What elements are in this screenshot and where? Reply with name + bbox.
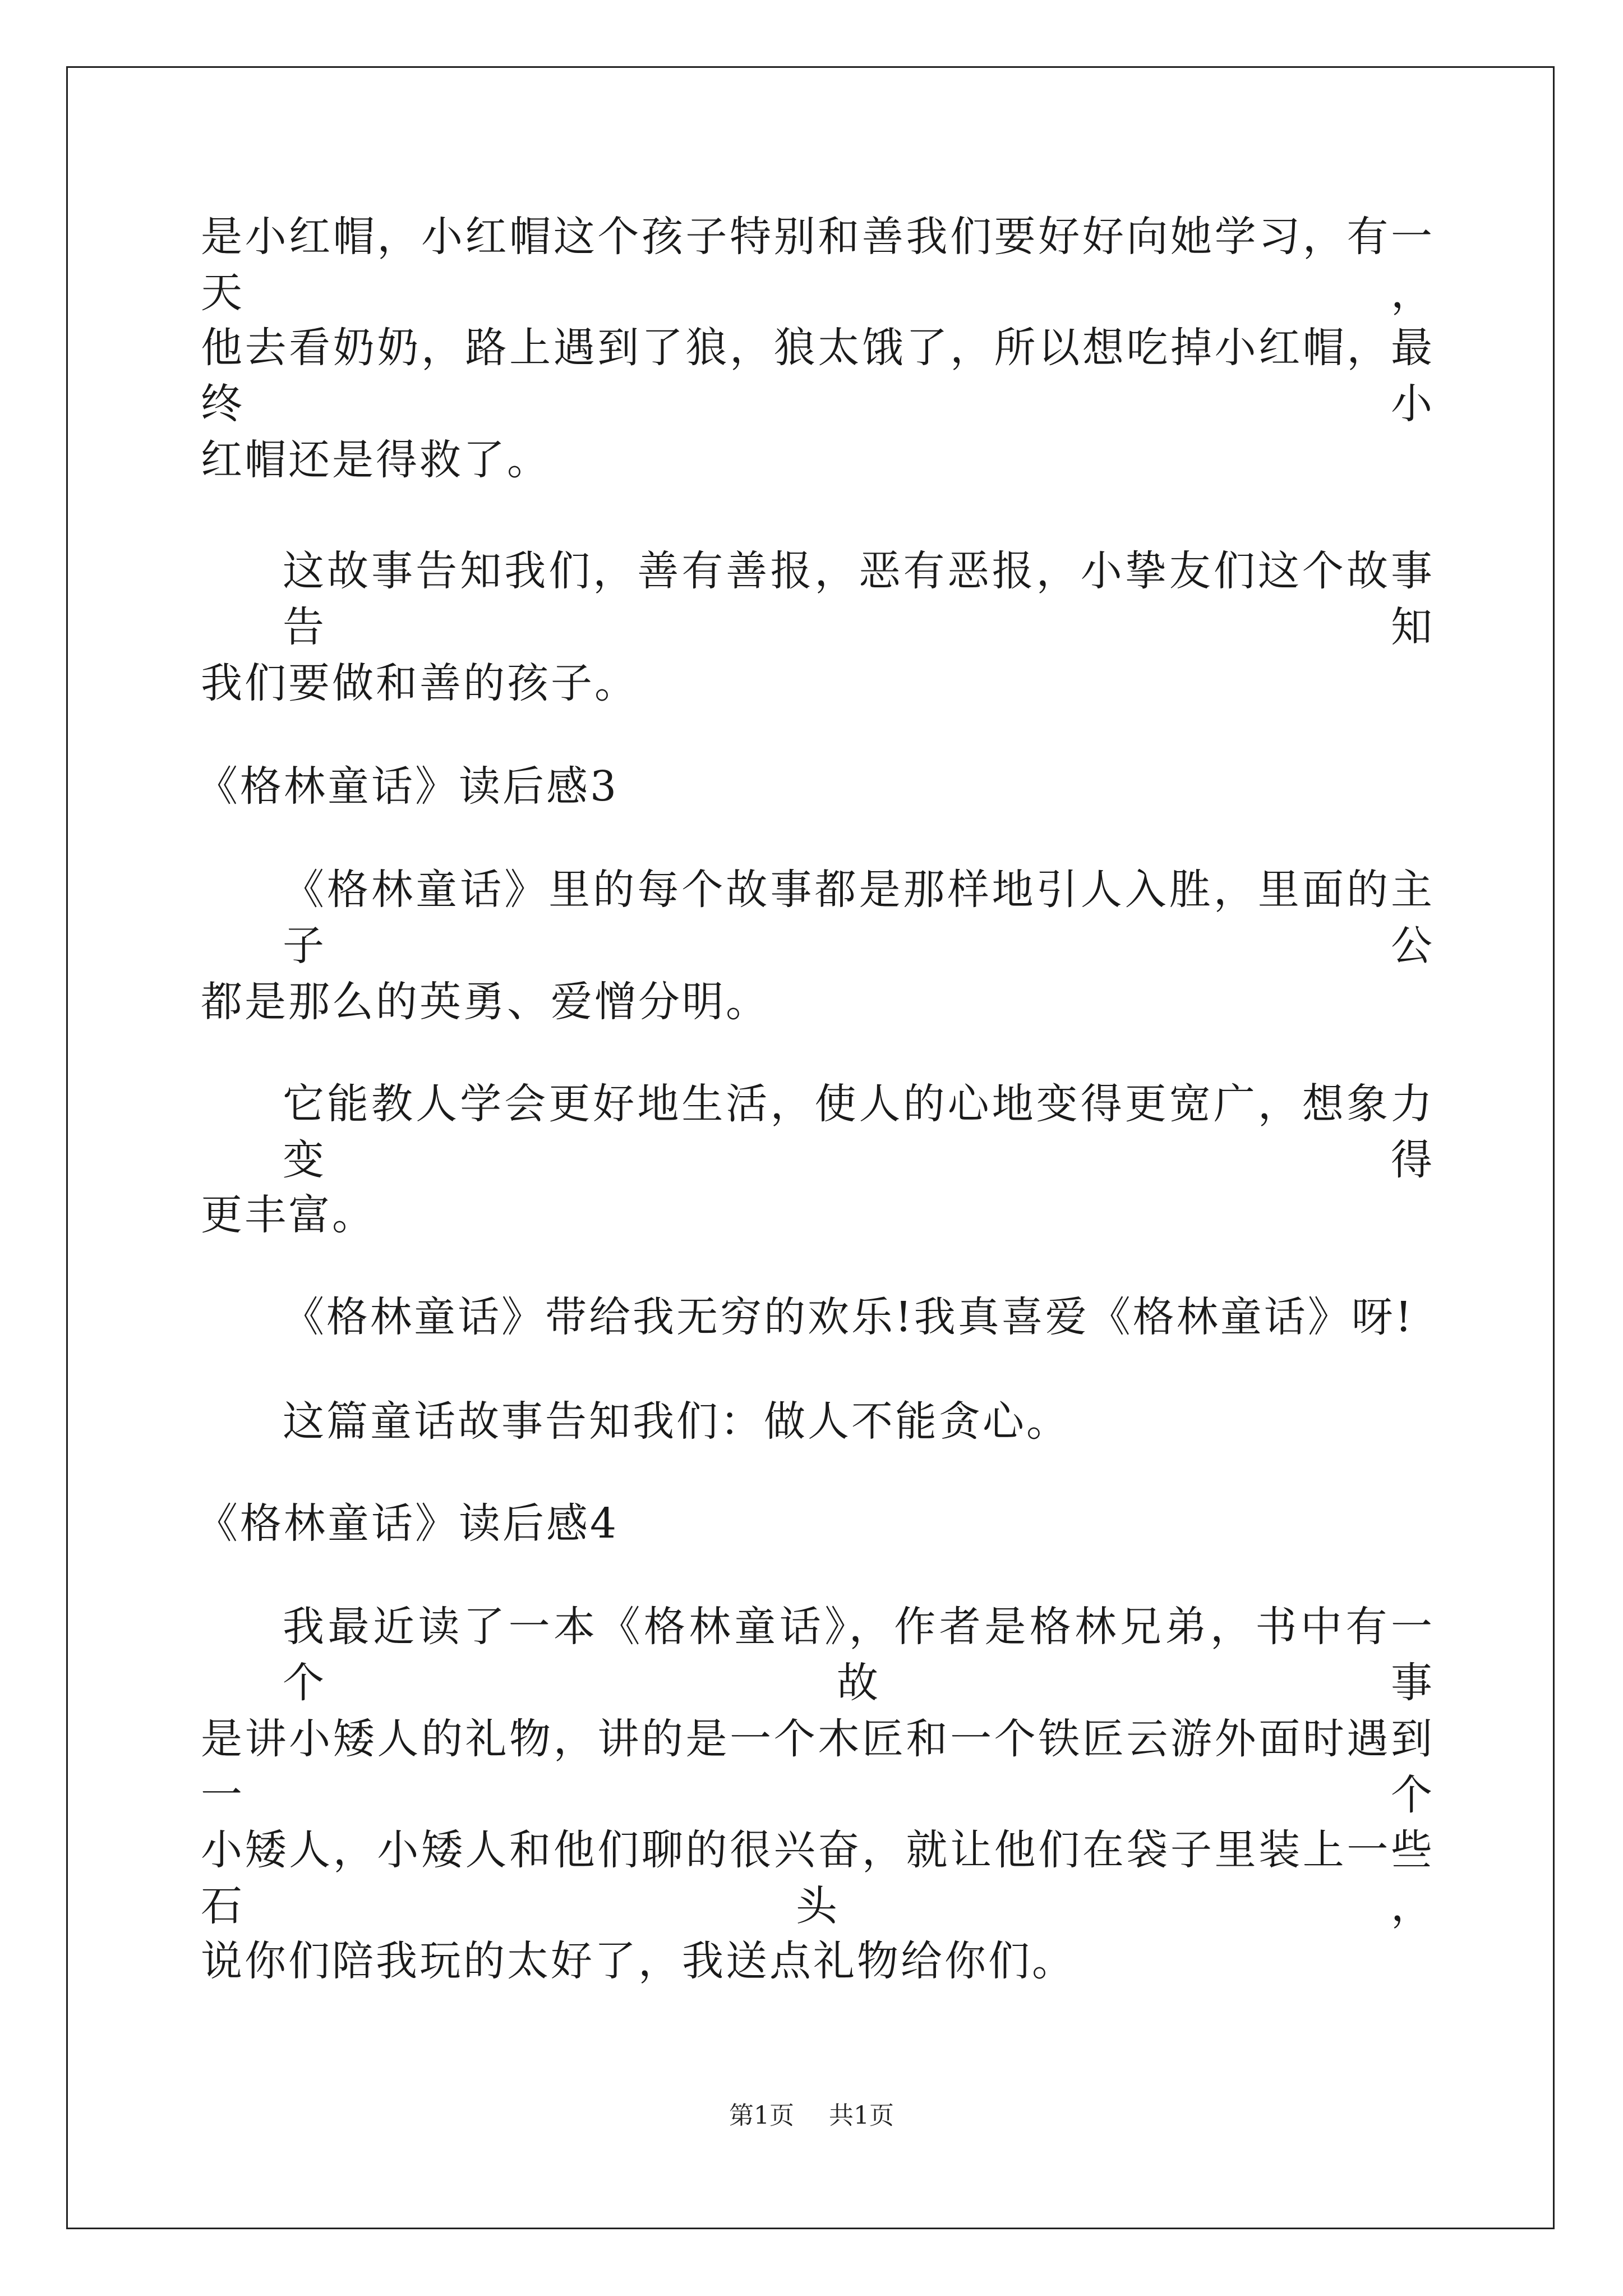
page-footer	[0, 2099, 1623, 2133]
paragraph-line: 这故事告知我们，善有善报，恶有恶报，小挚友们这个故事告知	[283, 547, 1435, 651]
paragraph-line: 是讲小矮人的礼物，讲的是一个木匠和一个铁匠云游外面时遇到一个	[201, 1715, 1435, 1819]
paragraph-line: 都是那么的英勇、爱憎分明。	[201, 978, 769, 1026]
paragraph-line: 小矮人，小矮人和他们聊的很兴奋，就让他们在袋子里装上一些石头，	[201, 1826, 1435, 1930]
paragraph-line: 《格林童话》里的每个故事都是那样地引人入胜，里面的主子公	[283, 866, 1435, 970]
paragraph-line: 是小红帽，小红帽这个孩子特别和善我们要好好向她学习，有一天，	[201, 213, 1435, 317]
paragraph-line: 这篇童话故事告知我们：做人不能贪心。	[283, 1397, 1070, 1446]
page-total: 共1页	[829, 2101, 894, 2130]
paragraph-line: 我最近读了一本《格林童话》，作者是格林兄弟，书中有一个故事	[283, 1603, 1435, 1707]
paragraph-line: 它能教人学会更好地生活，使人的心地变得更宽广，想象力变得	[283, 1080, 1435, 1184]
section-heading: 《格林童话》读后感3	[196, 762, 619, 811]
page-number: 第1页	[729, 2101, 794, 2130]
paragraph-line: 说你们陪我玩的太好了，我送点礼物给你们。	[201, 1937, 1076, 1985]
section-heading: 《格林童话》读后感4	[196, 1499, 619, 1548]
paragraph-line: 我们要做和善的孩子。	[201, 659, 638, 707]
paragraph-line: 《格林童话》带给我无穷的欢乐!我真喜爱《格林童话》呀!	[283, 1293, 1414, 1341]
paragraph-line: 更丰富。	[201, 1191, 376, 1239]
paragraph-line: 红帽还是得救了。	[201, 436, 551, 484]
paragraph-line: 他去看奶奶，路上遇到了狼，狼太饿了，所以想吃掉小红帽，最终小	[201, 324, 1435, 428]
